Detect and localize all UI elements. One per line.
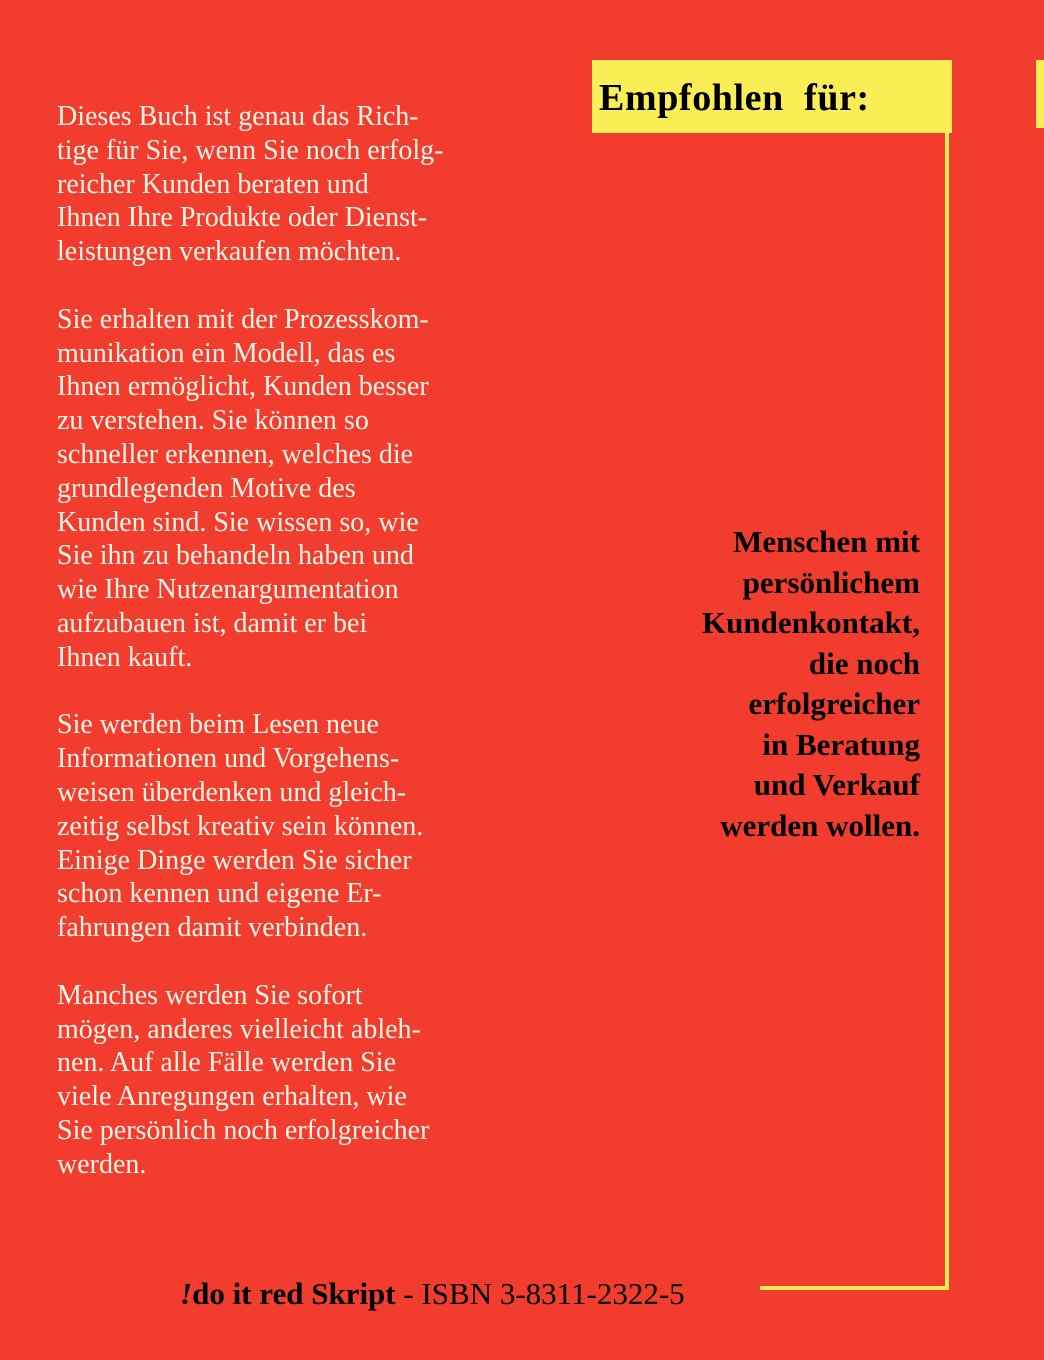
footer-bang: !	[180, 1276, 193, 1311]
footer-brand-name: do it red Skript	[192, 1276, 396, 1311]
footer-separator: -	[395, 1276, 422, 1311]
frame-line-horizontal	[760, 1286, 949, 1290]
frame-line-vertical	[945, 133, 949, 1290]
paragraph-1: Dieses Buch ist genau das Rich- tige für Sie, wenn Sie noch erfolg- reicher Kunden beraten und Ihnen Ihre Produkte oder Dienst- leistungen verkaufen möchten.	[57, 101, 444, 268]
edge-accent-bar	[1036, 60, 1044, 128]
footer-line	[180, 1278, 685, 1309]
target-audience-text: Menschen mit persönlichem Kundenkontakt, die noch erfolgreicher in Beratung und Verkauf werden wollen.	[702, 524, 920, 843]
footer-brand	[180, 1276, 396, 1311]
paragraph-3: Sie werden beim Lesen neue Informationen und Vorgehens- weisen überdenken und gleich- zeitig selbst kreativ sein können. Einige Dinge werden Sie sicher schon kennen und eigene Er- fahrungen damit verbinden.	[57, 709, 424, 944]
paragraph-2: Sie erhalten mit der Prozesskom- munikation ein Modell, das es Ihnen ermöglicht, Kunden besser zu verstehen. Sie können so schneller erkennen, welches die grundlegenden Motive des Kunden sind. Sie wissen so, wie Sie ihn zu behandeln haben und wie Ihre Nutzenargumentation aufzubauen ist, damit er bei Ihnen kauft.	[57, 303, 429, 673]
description-text	[57, 100, 577, 1215]
recommended-for-badge: Empfohlen für:	[592, 60, 952, 133]
footer-isbn: ISBN 3-8311-2322-5	[421, 1276, 685, 1311]
paragraph-4: Manches werden Sie sofort mögen, anderes vielleicht ableh- nen. Auf alle Fälle werden Sie viele Anregungen erhalten, wie Sie persönlich noch erfolgreicher werden.	[57, 979, 430, 1180]
